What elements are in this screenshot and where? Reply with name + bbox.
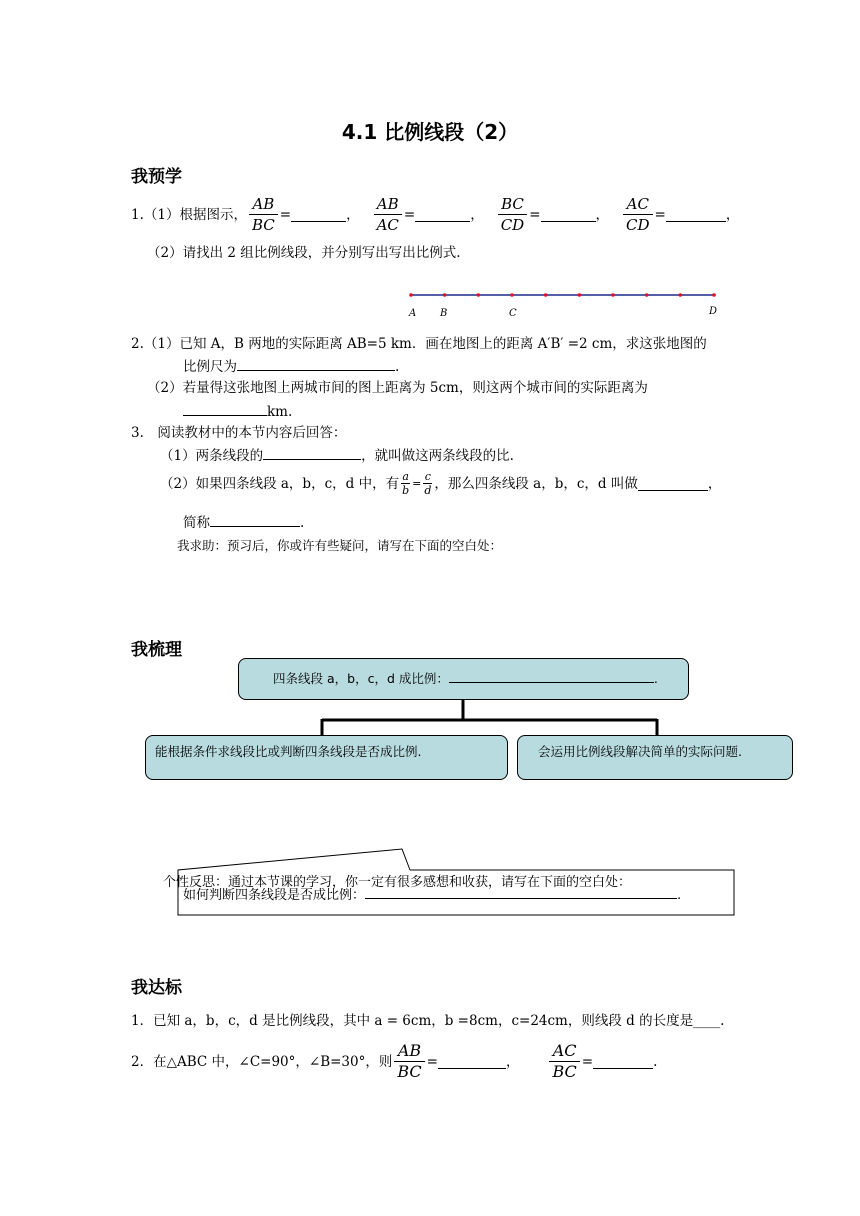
section-heading-sort: 我梳理 bbox=[131, 640, 182, 660]
fraction-c-d: $\frac{c}{d}$ bbox=[424, 470, 432, 497]
q2-line1: 2.（1）已知 A，B 两地的实际距离 AB=5 km．画在地图上的距离 A′B′ =2 cm，求这张地图的 bbox=[131, 336, 707, 352]
fraction-ab-ac: $\frac{AB}{AC}$ bbox=[374, 195, 402, 234]
standard-q1: 1．已知 a，b，c，d 是比例线段，其中 a = 6cm，b =8cm，c=24cm，则线段 d 的长度是____. bbox=[131, 1013, 725, 1029]
q2-line3: （2）若量得这张地图上两城市间的图上距离为 5cm，则这两个城市间的实际距离为 bbox=[147, 380, 648, 396]
reflection-front-text: 如何判断四条线段是否成比例： . bbox=[183, 884, 681, 906]
fraction-bc-cd: $\frac{BC}{CD}$ bbox=[498, 195, 528, 234]
standard-q2: 2．在△ABC 中，∠C=90°，∠B=30°，则 $\frac{AB}{BC}$ = ， $\frac{AC}{BC}$ = . bbox=[131, 1041, 658, 1081]
point-label-a: A bbox=[409, 308, 417, 319]
fraction-ac-cd: $\frac{AC}{CD}$ bbox=[623, 195, 653, 234]
q3-line3: （2）如果四条线段 a，b，c，d 中，有 $\frac{a}{b}$ = $\frac{c}{d}$ ，那么四条线段 a，b，c，d 叫做 ， bbox=[160, 470, 722, 497]
section-heading-preview: 我预学 bbox=[131, 167, 182, 187]
fraction-ab-bc: $\frac{AB}{BC}$ bbox=[394, 1042, 424, 1081]
answer-blank[interactable] bbox=[438, 1054, 506, 1069]
page-title: 4.1 比例线段（2） bbox=[341, 120, 519, 144]
reflection-back-text: 个性反思：通过本节课的学习，你一定有很多感想和收获，请写在下面的空白处： bbox=[163, 875, 632, 890]
help-prompt: 我求助：预习后，你或许有些疑问，请写在下面的空白处： bbox=[177, 538, 503, 553]
diagram-left-box: 能根据条件求线段比或判断四条线段是否成比例. bbox=[145, 735, 508, 780]
answer-blank[interactable] bbox=[365, 884, 677, 899]
q3-line4: 简称 . bbox=[183, 512, 304, 533]
q1-line1: 1.（1）根据图示， $\frac{AB}{BC}$ = ， $\frac{AB}{AC}$ = ， $\frac{BC}{CD}$ = ， $\frac{AC}{CD}$ = ， bbox=[131, 195, 740, 234]
fraction-a-b: $\frac{a}{b}$ bbox=[402, 470, 410, 497]
fraction-ac-bc: $\frac{AC}{BC}$ bbox=[549, 1042, 579, 1081]
q1-prefix: 1.（1）根据图示， bbox=[131, 206, 247, 223]
q3-line1: 3. 阅读教材中的本节内容后回答： bbox=[131, 425, 347, 441]
answer-blank[interactable] bbox=[593, 1054, 653, 1069]
q3-line2: （1）两条线段的 ，就叫做这两条线段的比. bbox=[160, 445, 514, 466]
diagram-right-box: 会运用比例线段解决简单的实际问题. bbox=[517, 735, 793, 780]
q2-line4: km. bbox=[183, 401, 292, 422]
diagram-top-box: 四条线段 a，b，c，d 成比例： . bbox=[238, 658, 689, 700]
q1-line2: （2）请找出 2 组比例线段，并分别写出写出比例式. bbox=[147, 245, 461, 261]
point-label-d: D bbox=[709, 306, 718, 317]
point-label-b: B bbox=[440, 308, 448, 319]
section-heading-standard: 我达标 bbox=[131, 978, 182, 998]
fraction-ab-bc: $\frac{AB}{BC}$ bbox=[249, 195, 278, 234]
q2-line2: 比例尺为 . bbox=[183, 356, 399, 377]
point-label-c: C bbox=[509, 308, 517, 319]
